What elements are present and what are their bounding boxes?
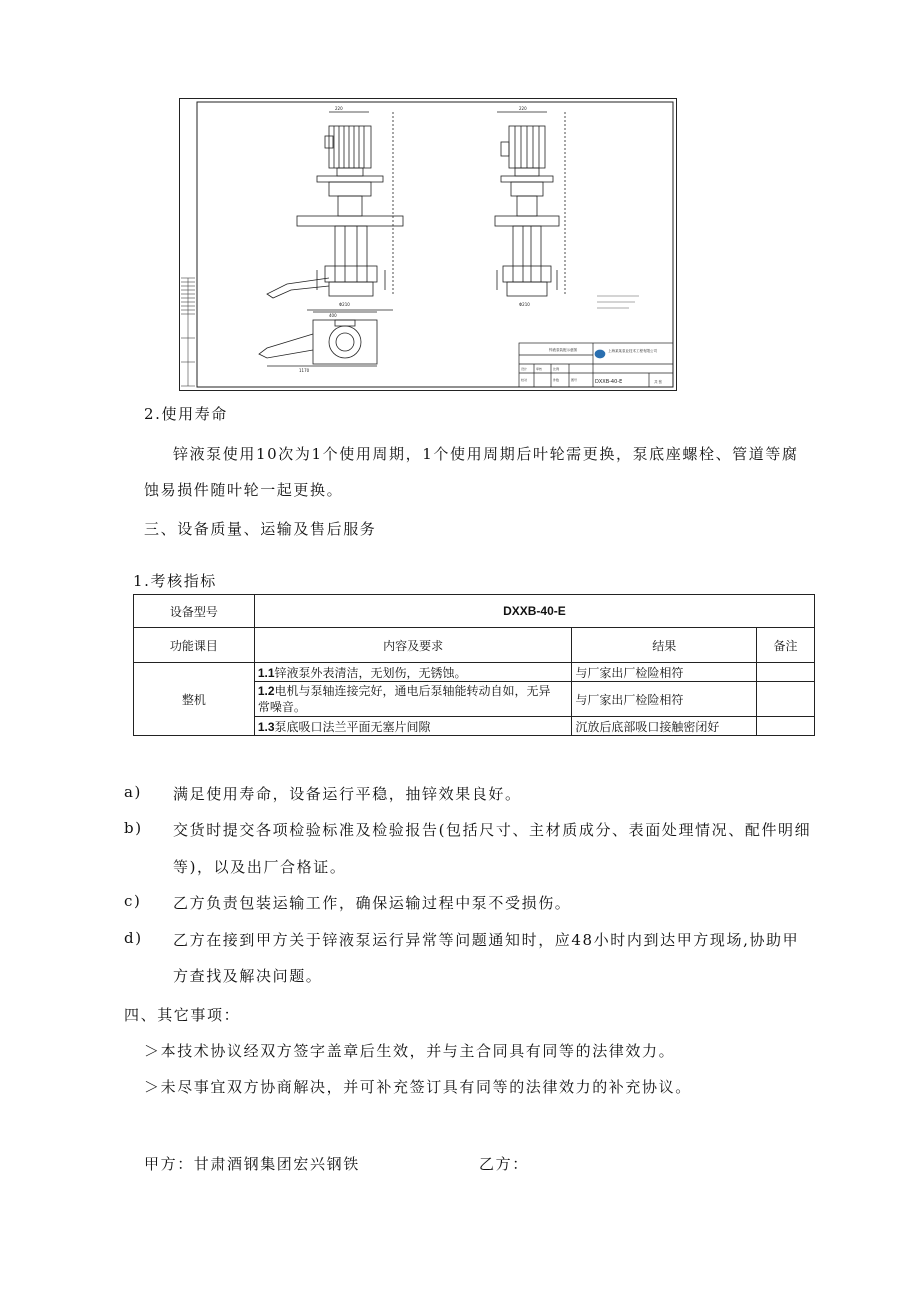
model-value-cell: DXXB-40-E — [254, 595, 814, 628]
section-4-line2: ＞未尽事宜双方协商解决，并可补充签订具有同等的法律效力的补充协议。 — [144, 1078, 692, 1096]
item-a-text: 满足使用寿命，设备运行平稳，抽锌效果良好。 — [173, 785, 522, 803]
svg-text:220: 220 — [519, 106, 527, 111]
party-a-signature: 甲方：甘肃酒钢集团宏兴钢铁 — [144, 1155, 360, 1173]
indicators-table — [133, 594, 815, 736]
pump-assembly-drawing — [179, 98, 677, 391]
item-d-label: d) — [124, 929, 143, 947]
svg-text:1170: 1170 — [299, 368, 310, 373]
svg-text:Φ210: Φ210 — [519, 302, 530, 307]
header-function: 功能课目 — [134, 628, 255, 663]
title-label-check: 校对 — [521, 378, 528, 382]
indicators-heading: 1.考核指标 — [133, 572, 217, 590]
section-2-para-line2: 蚀易损件随叶轮一起更换。 — [144, 481, 344, 499]
table-row — [134, 663, 815, 682]
row-note — [757, 717, 815, 736]
item-a-label: a) — [124, 783, 142, 801]
row-text: 锌液泵外表清洁，无划伤，无锈蚀。 — [274, 665, 467, 680]
title-label-drawing-no: 图号 — [571, 378, 578, 382]
header-note: 备注 — [757, 628, 815, 663]
drawing-number: DXXB-40-E — [595, 379, 623, 385]
row-content — [254, 717, 572, 736]
section-4-heading: 四、其它事项： — [124, 1006, 241, 1024]
svg-text:400: 400 — [329, 313, 337, 318]
row-content — [254, 682, 572, 717]
svg-text:220: 220 — [335, 106, 343, 111]
row-result: 沉放后底部吸口接触密闭好 — [572, 717, 757, 736]
title-label-scale: 比例 — [553, 367, 560, 371]
section-2-para-line1: 锌液泵使用10次为1个使用周期，1个使用周期后叶轮需更换，泵底座螺栓、管道等腐 — [173, 445, 799, 463]
model-label-cell: 设备型号 — [134, 595, 255, 628]
row-text: 泵底吸口法兰平面无塞片间隙 — [274, 719, 431, 734]
item-b-text: 交货时提交各项检验标准及检验报告(包括尺寸、主材质成分、表面处理情况、配件明细 — [173, 821, 812, 839]
section-4-line1: ＞本技术协议经双方签字盖章后生效，并与主合同具有同等的法律效力。 — [144, 1042, 676, 1060]
title-label-design: 设计 — [521, 367, 528, 371]
item-d-text: 乙方在接到甲方关于锌液泵运行异常等问题通知时，应48小时内到达甲方现场,协助甲 — [173, 931, 800, 949]
row-note — [757, 682, 815, 717]
item-c-label: c) — [124, 892, 142, 910]
header-content: 内容及要求 — [254, 628, 572, 663]
sheet-count: 共 张 — [654, 380, 663, 384]
item-c-text: 乙方负责包装运输工作，确保运输过程中泵不受损伤。 — [173, 894, 572, 912]
drawing-title: 锌液泵装配示意图 — [549, 348, 577, 352]
company-name: 上海某某泵业技术工程有限公司 — [608, 349, 657, 353]
row-num: 1.2 — [257, 684, 275, 698]
item-b-text-cont: 等)，以及出厂合格证。 — [173, 858, 347, 876]
row-text-cont: 常噪音。 — [257, 700, 306, 714]
group-cell: 整机 — [134, 663, 255, 736]
svg-text:Φ210: Φ210 — [339, 302, 350, 307]
header-result: 结果 — [572, 628, 757, 663]
row-result: 与厂家出厂检险相符 — [572, 663, 757, 682]
row-num: 1.3 — [257, 719, 275, 734]
party-b-signature: 乙方： — [479, 1155, 529, 1173]
title-label-count: 件数 — [553, 378, 560, 382]
row-text: 电机与泵轴连接完好，通电后泵轴能转动自如，无异 — [274, 684, 551, 698]
item-b-label: b) — [124, 819, 143, 837]
section-3-heading: 三、设备质量、运输及售后服务 — [144, 520, 377, 538]
row-note — [757, 663, 815, 682]
section-2-heading: 2.使用寿命 — [144, 405, 228, 423]
title-label-review: 审核 — [536, 367, 543, 371]
item-d-text-cont: 方查找及解决问题。 — [173, 967, 323, 985]
row-result: 与厂家出厂检险相符 — [572, 682, 757, 717]
company-logo-icon — [595, 350, 605, 358]
row-content — [254, 663, 572, 682]
row-num: 1.1 — [257, 665, 275, 680]
